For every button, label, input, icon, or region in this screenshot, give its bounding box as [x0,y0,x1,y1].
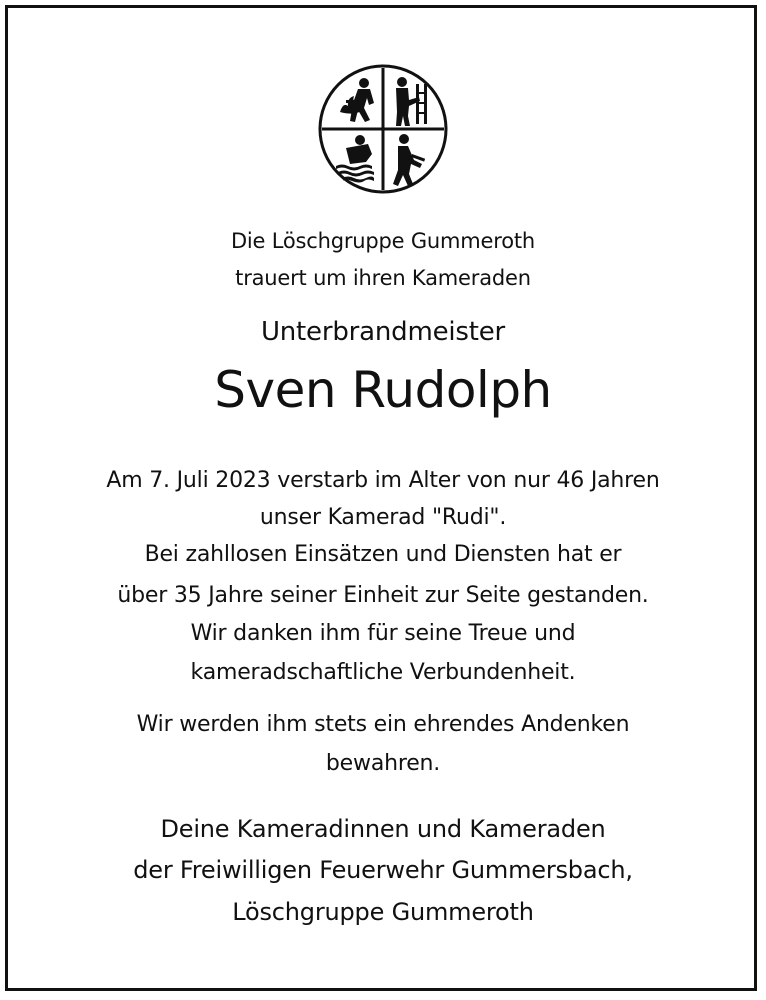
remembrance-line-2: bewahren. [325,751,441,776]
body-line-2: unser Kamerad "Rudi". [259,505,507,530]
intro-line-2: trauert um ihren Kameraden [235,266,531,290]
signature-line-1: Deine Kameradinnen und Kameraden [160,815,606,843]
body-line-4: über 35 Jahre seiner Einheit zur Seite gestanden. [117,583,649,608]
body-line-3: Bei zahllosen Einsätzen und Diensten hat er [144,542,622,567]
body-line-1: Am 7. Juli 2023 verstarb im Alter von nur 46 Jahren [106,468,660,493]
intro-line-1: Die Löschgruppe Gummeroth [230,229,536,253]
body-line-5: Wir danken ihm für seine Treue und [190,621,576,646]
signature-line-3: Löschgruppe Gummeroth [232,898,534,926]
fire-brigade-emblem-icon [316,62,450,196]
signature-line-2: der Freiwilligen Feuerwehr Gummersbach, [133,856,633,884]
deceased-rank: Unterbrandmeister [260,317,506,347]
remembrance-line-1: Wir werden ihm stets ein ehrendes Andenken [136,712,630,737]
body-line-6: kameradschaftliche Verbundenheit. [190,660,576,685]
deceased-name: Sven Rudolph [214,361,552,419]
